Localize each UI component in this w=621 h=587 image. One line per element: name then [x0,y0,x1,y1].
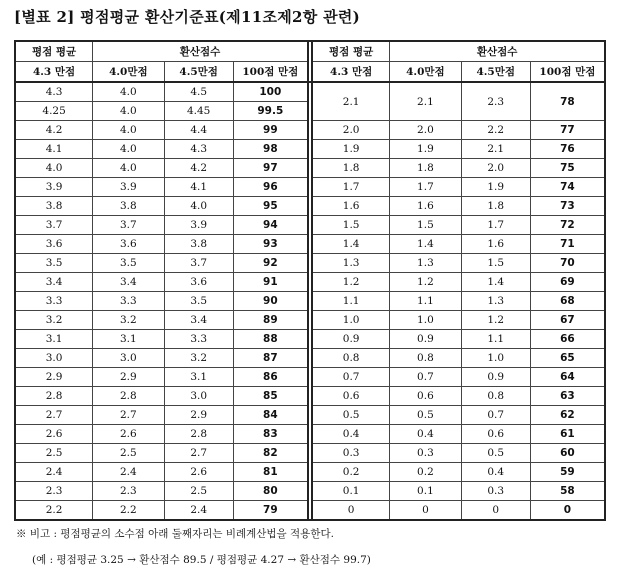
gpa-43-cell: 1.6 [312,197,390,216]
gpa-43-cell: 2.7 [15,406,93,425]
gpa-40-cell: 4.0 [93,82,164,102]
score-100-cell: 86 [233,368,308,387]
gpa-43-cell: 3.6 [15,235,93,254]
gpa-43-cell: 0.1 [312,482,390,501]
gpa-45-cell: 4.2 [164,159,233,178]
gpa-43-cell: 1.3 [312,254,390,273]
score-100-cell: 62 [530,406,605,425]
header-40-right: 4.0만점 [390,62,461,83]
gpa-40-cell: 0.6 [390,387,461,406]
gpa-40-cell: 1.1 [390,292,461,311]
header-43-right: 4.3 만점 [312,62,390,83]
gpa-43-cell: 2.0 [312,121,390,140]
table-row [15,501,605,521]
table-row [15,235,605,254]
gpa-43-cell: 4.0 [15,159,93,178]
gpa-45-cell: 3.0 [164,387,233,406]
gpa-40-cell: 2.3 [93,482,164,501]
gpa-40-cell: 0.2 [390,463,461,482]
score-100-cell: 91 [233,273,308,292]
gpa-43-cell: 3.5 [15,254,93,273]
gpa-40-cell: 4.0 [93,140,164,159]
gpa-45-cell: 4.3 [164,140,233,159]
gpa-40-cell: 4.0 [93,159,164,178]
gpa-40-cell: 2.1 [390,82,461,121]
score-100-cell: 84 [233,406,308,425]
gpa-45-cell: 1.3 [461,292,530,311]
gpa-45-cell: 4.1 [164,178,233,197]
gpa-conversion-table [14,40,606,521]
gpa-45-cell: 3.3 [164,330,233,349]
gpa-43-cell: 1.0 [312,311,390,330]
gpa-43-cell: 0.9 [312,330,390,349]
gpa-40-cell: 2.9 [93,368,164,387]
gpa-45-cell: 2.9 [164,406,233,425]
gpa-45-cell: 3.7 [164,254,233,273]
gpa-40-cell: 4.0 [93,121,164,140]
score-100-cell: 93 [233,235,308,254]
gpa-40-cell: 3.0 [93,349,164,368]
score-100-cell: 90 [233,292,308,311]
header-gpa-avg-right: 평점 평균 [312,41,390,62]
gpa-40-cell: 3.8 [93,197,164,216]
gpa-43-cell: 3.0 [15,349,93,368]
gpa-43-cell: 0 [312,501,390,521]
header-100-right: 100점 만점 [530,62,605,83]
gpa-43-cell: 2.1 [312,82,390,121]
gpa-40-cell: 2.4 [93,463,164,482]
table-row [15,121,605,140]
table-row [15,387,605,406]
gpa-43-cell: 4.2 [15,121,93,140]
score-100-cell: 99 [233,121,308,140]
gpa-45-cell: 2.7 [164,444,233,463]
score-100-cell: 68 [530,292,605,311]
header-45-right: 4.5만점 [461,62,530,83]
gpa-45-cell: 3.2 [164,349,233,368]
gpa-40-cell: 0 [390,501,461,521]
gpa-45-cell: 3.9 [164,216,233,235]
gpa-43-cell: 3.1 [15,330,93,349]
gpa-40-cell: 1.0 [390,311,461,330]
gpa-43-cell: 1.8 [312,159,390,178]
gpa-40-cell: 1.5 [390,216,461,235]
gpa-45-cell: 1.2 [461,311,530,330]
gpa-43-cell: 0.3 [312,444,390,463]
table-row [15,216,605,235]
gpa-43-cell: 1.5 [312,216,390,235]
gpa-40-cell: 3.2 [93,311,164,330]
gpa-43-cell: 3.2 [15,311,93,330]
header-gpa-avg-left: 평점 평균 [15,41,93,62]
gpa-40-cell: 1.7 [390,178,461,197]
gpa-43-cell: 0.7 [312,368,390,387]
table-row [15,273,605,292]
score-100-cell: 70 [530,254,605,273]
score-100-cell: 64 [530,368,605,387]
gpa-43-cell: 0.6 [312,387,390,406]
gpa-45-cell: 2.5 [164,482,233,501]
column-gap [308,102,312,121]
gpa-40-cell: 0.8 [390,349,461,368]
score-100-cell: 80 [233,482,308,501]
score-100-cell: 99.5 [233,102,308,121]
gpa-45-cell: 2.4 [164,501,233,521]
gpa-45-cell: 1.7 [461,216,530,235]
gpa-40-cell: 2.7 [93,406,164,425]
gpa-40-cell: 2.5 [93,444,164,463]
score-100-cell: 77 [530,121,605,140]
score-100-cell: 89 [233,311,308,330]
gpa-40-cell: 3.9 [93,178,164,197]
score-100-cell: 82 [233,444,308,463]
table-row [15,463,605,482]
score-100-cell: 60 [530,444,605,463]
gpa-40-cell: 0.9 [390,330,461,349]
table-row [15,82,605,102]
score-100-cell: 96 [233,178,308,197]
gpa-45-cell: 1.0 [461,349,530,368]
gpa-40-cell: 0.7 [390,368,461,387]
gpa-43-cell: 1.4 [312,235,390,254]
gpa-45-cell: 0.9 [461,368,530,387]
gpa-45-cell: 0.7 [461,406,530,425]
score-100-cell: 63 [530,387,605,406]
gpa-43-cell: 1.7 [312,178,390,197]
table-row [15,178,605,197]
gpa-45-cell: 1.9 [461,178,530,197]
table-row [15,444,605,463]
gpa-43-cell: 2.2 [15,501,93,521]
gpa-45-cell: 1.4 [461,273,530,292]
score-100-cell: 73 [530,197,605,216]
score-100-cell: 85 [233,387,308,406]
gpa-43-cell: 2.4 [15,463,93,482]
gpa-45-cell: 3.5 [164,292,233,311]
gpa-45-cell: 0.3 [461,482,530,501]
gpa-45-cell: 0.5 [461,444,530,463]
header-43-left: 4.3 만점 [15,62,93,83]
score-100-cell: 59 [530,463,605,482]
gpa-40-cell: 3.6 [93,235,164,254]
header-converted-left: 환산점수 [93,41,308,62]
gpa-45-cell: 2.6 [164,463,233,482]
score-100-cell: 79 [233,501,308,521]
gpa-40-cell: 2.2 [93,501,164,521]
gpa-45-cell: 2.8 [164,425,233,444]
score-100-cell: 61 [530,425,605,444]
score-100-cell: 83 [233,425,308,444]
gpa-40-cell: 1.6 [390,197,461,216]
gpa-40-cell: 3.5 [93,254,164,273]
gpa-43-cell: 2.5 [15,444,93,463]
gpa-40-cell: 4.0 [93,102,164,121]
gpa-43-cell: 2.3 [15,482,93,501]
gpa-43-cell: 2.9 [15,368,93,387]
header-40-left: 4.0만점 [93,62,164,83]
gpa-43-cell: 3.8 [15,197,93,216]
gpa-43-cell: 1.2 [312,273,390,292]
gpa-45-cell: 0.8 [461,387,530,406]
gpa-40-cell: 3.1 [93,330,164,349]
score-100-cell: 58 [530,482,605,501]
score-100-cell: 66 [530,330,605,349]
score-100-cell: 97 [233,159,308,178]
gpa-45-cell: 0 [461,501,530,521]
gpa-40-cell: 2.0 [390,121,461,140]
gpa-43-cell: 3.3 [15,292,93,311]
gpa-43-cell: 4.3 [15,82,93,102]
gpa-45-cell: 4.0 [164,197,233,216]
table-row [15,330,605,349]
table-row [15,349,605,368]
gpa-43-cell: 3.4 [15,273,93,292]
gpa-40-cell: 0.5 [390,406,461,425]
gpa-43-cell: 3.9 [15,178,93,197]
score-100-cell: 81 [233,463,308,482]
score-100-cell: 74 [530,178,605,197]
score-100-cell: 92 [233,254,308,273]
table-row [15,311,605,330]
gpa-40-cell: 1.8 [390,159,461,178]
gpa-43-cell: 0.2 [312,463,390,482]
gpa-45-cell: 2.1 [461,140,530,159]
score-100-cell: 67 [530,311,605,330]
gpa-40-cell: 1.9 [390,140,461,159]
gpa-43-cell: 3.7 [15,216,93,235]
gpa-45-cell: 3.1 [164,368,233,387]
gpa-40-cell: 2.8 [93,387,164,406]
gpa-45-cell: 4.45 [164,102,233,121]
gpa-45-cell: 2.0 [461,159,530,178]
gpa-45-cell: 1.6 [461,235,530,254]
gpa-40-cell: 0.1 [390,482,461,501]
page-title: [별표 2] 평점평균 환산기준표(제11조제2항 관련) [14,8,361,26]
table-row [15,292,605,311]
table-row [15,197,605,216]
gpa-40-cell: 0.4 [390,425,461,444]
gpa-45-cell: 2.3 [461,82,530,121]
gpa-43-cell: 4.1 [15,140,93,159]
table-row [15,406,605,425]
gpa-45-cell: 0.4 [461,463,530,482]
gpa-40-cell: 0.3 [390,444,461,463]
table-row [15,368,605,387]
gpa-45-cell: 3.6 [164,273,233,292]
score-100-cell: 76 [530,140,605,159]
gpa-40-cell: 3.4 [93,273,164,292]
gpa-45-cell: 1.8 [461,197,530,216]
gpa-45-cell: 4.5 [164,82,233,102]
gpa-43-cell: 4.25 [15,102,93,121]
header-converted-right: 환산점수 [390,41,605,62]
gpa-45-cell: 3.8 [164,235,233,254]
note-remark: ※ 비고 : 평점평균의 소수점 아래 둘째자리는 비례계산법을 적용한다. [16,528,334,540]
score-100-cell: 0 [530,501,605,521]
gpa-40-cell: 3.7 [93,216,164,235]
table-row [15,254,605,273]
table-row [15,140,605,159]
gpa-43-cell: 0.4 [312,425,390,444]
gpa-43-cell: 0.8 [312,349,390,368]
table-row [15,482,605,501]
gpa-40-cell: 1.3 [390,254,461,273]
header-100-left: 100점 만점 [233,62,308,83]
gpa-45-cell: 0.6 [461,425,530,444]
gpa-43-cell: 0.5 [312,406,390,425]
score-100-cell: 98 [233,140,308,159]
score-100-cell: 100 [233,82,308,102]
score-100-cell: 88 [233,330,308,349]
gpa-43-cell: 2.6 [15,425,93,444]
score-100-cell: 71 [530,235,605,254]
gpa-43-cell: 1.9 [312,140,390,159]
score-100-cell: 87 [233,349,308,368]
gpa-40-cell: 2.6 [93,425,164,444]
score-100-cell: 78 [530,82,605,121]
score-100-cell: 95 [233,197,308,216]
gpa-40-cell: 3.3 [93,292,164,311]
table-row [15,425,605,444]
table-row [15,159,605,178]
score-100-cell: 94 [233,216,308,235]
note-example: (예 : 평점평균 3.25 → 환산점수 89.5 / 평점평균 4.27 → 환산점수 99.7) [32,554,371,566]
score-100-cell: 75 [530,159,605,178]
gpa-45-cell: 1.1 [461,330,530,349]
gpa-45-cell: 1.5 [461,254,530,273]
score-100-cell: 65 [530,349,605,368]
header-45-left: 4.5만점 [164,62,233,83]
gpa-40-cell: 1.4 [390,235,461,254]
gpa-43-cell: 1.1 [312,292,390,311]
gpa-43-cell: 2.8 [15,387,93,406]
gpa-45-cell: 4.4 [164,121,233,140]
score-100-cell: 69 [530,273,605,292]
gpa-45-cell: 2.2 [461,121,530,140]
score-100-cell: 72 [530,216,605,235]
gpa-40-cell: 1.2 [390,273,461,292]
gpa-45-cell: 3.4 [164,311,233,330]
